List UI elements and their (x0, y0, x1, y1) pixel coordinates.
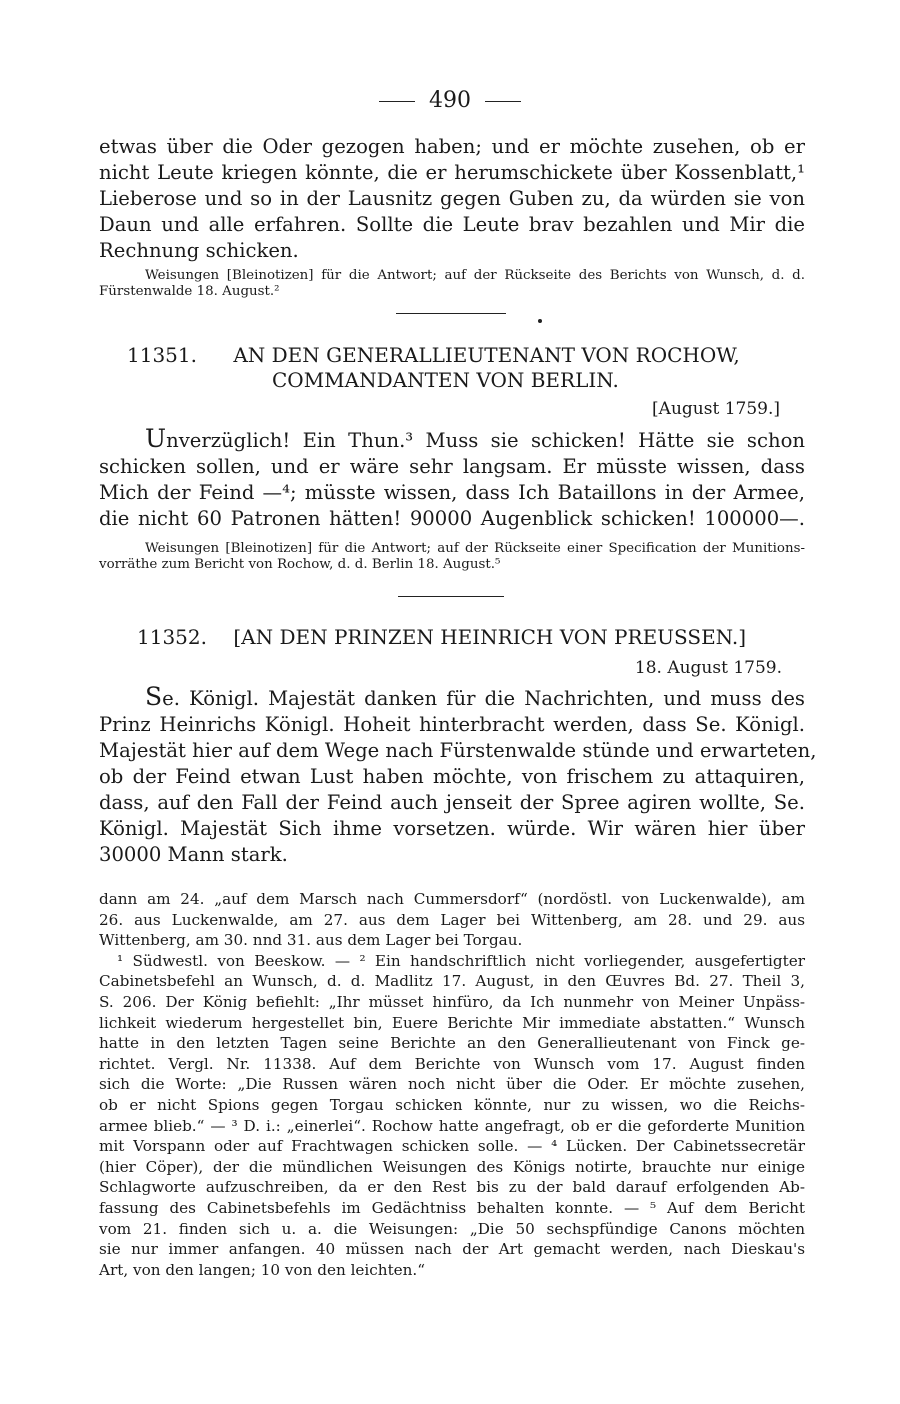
intro-line: Lieberose und so in der Lausnitz gegen Guben zu, da würden sie von (99, 187, 805, 210)
footnote-line: lichkeit wiederum hergestellet bin, Euere Berichte Mir immediate abstatten.“ Wunsch (99, 1013, 805, 1032)
letter-line: dass, auf den Fall der Feind auch jenseit der Spree agiren wollte, Se. (99, 791, 805, 814)
initial-letter: S (145, 682, 163, 711)
footnote-line: Art, von den langen; 10 von den leichten.“ (99, 1260, 426, 1279)
intro-line: nicht Leute kriegen könnte, die er herumschickete über Kossenblatt,¹ (99, 161, 805, 184)
letter-11351-heading (127, 343, 740, 367)
letter-11352-date: 18. August 1759. (634, 658, 782, 678)
footnote-line: armee blieb.“ — ³ D. i.: „einerlei“. Rochow hatte angefragt, ob er die geforderte Munition (99, 1116, 805, 1135)
footnote-line: mit Vorspann oder auf Frachtwagen schicken solle. — ⁴ Lücken. Der Cabinetssecretär (99, 1137, 805, 1156)
note-line: vorräthe zum Bericht von Rochow, d. d. Berlin 18. August.⁵ (99, 557, 501, 572)
letter-11351-source-note (99, 541, 805, 573)
footnote-line: vom 21. finden sich u. a. die Weisungen: „Die 50 sechspfündige Canons möchten (99, 1219, 805, 1238)
letter-line-text: e. Königl. Majestät danken für die Nachrichten, und muss des (162, 687, 805, 710)
letter-addressee: AN DEN GENERALLIEUTENANT VON ROCHOW, (233, 343, 740, 367)
footnote-line: Schlagworte aufzuschreiben, da er den Rest bis zu der bald darauf erfolgenden Ab- (99, 1178, 805, 1197)
note-line: Fürstenwalde 18. August.² (99, 284, 280, 299)
intro-line: Rechnung schicken. (99, 239, 299, 262)
section-divider (396, 313, 506, 314)
footnote-line: sie nur immer anfangen. 40 müssen nach der Art gemacht werden, nach Dieskau's (99, 1240, 805, 1259)
letter-number: 11352. (137, 625, 207, 649)
footnote-line: S. 206. Der König befiehlt: „Ihr müsset hinfüro, da Ich nunmehr von Meiner Unpäss- (99, 992, 805, 1011)
page-number-line (0, 88, 900, 114)
letter-line: die nicht 60 Patronen hätten! 90000 Augenblick schicken! 100000—. (99, 507, 805, 530)
page-number-dash-left (379, 101, 415, 102)
footnote-line: 26. aus Luckenwalde, am 27. aus dem Lager bei Wittenberg, am 28. und 29. aus (99, 910, 805, 929)
page-number: 490 (429, 88, 471, 113)
intro-paragraph (99, 134, 805, 264)
initial-letter: U (145, 424, 167, 453)
footnote-line: ¹ Südwestl. von Beeskow. — ² Ein handschriftlich nicht vorliegender, ausgefertigter (117, 951, 805, 970)
letter-line: 30000 Mann stark. (99, 843, 288, 866)
footnotes (99, 889, 805, 1280)
letter-line: Königl. Majestät Sich ihme vorsetzen. würde. Wir wären hier über (99, 817, 805, 840)
footnote-line: Cabinetsbefehl an Wunsch, d. d. Madlitz 17. August, in den Œuvres Bd. 27. Theil 3, (99, 972, 805, 991)
footnote-line: richtet. Vergl. Nr. 11338. Auf dem Berichte von Wunsch vom 17. August finden (99, 1054, 805, 1073)
intro-line: Daun und alle erfahren. Sollte die Leute brav bezahlen und Mir die (99, 213, 805, 236)
note-line: Weisungen [Bleinotizen] für die Antwort; auf der Rückseite des Berichts von Wunsch, d. d. (145, 268, 805, 283)
intro-line: etwas über die Oder gezogen haben; und er möchte zusehen, ob er (99, 135, 805, 158)
footnote-line: hatte in den letzten Tagen seine Berichte an den Generallieutenant von Finck ge- (99, 1034, 805, 1053)
footnote-line: (hier Cöper), der die mündlichen Weisungen des Königs notirte, brauchte nur einige (99, 1157, 805, 1176)
footnote-line: ob er nicht Spions gegen Torgau schicken könnte, nur zu wissen, wo die Reichs- (99, 1095, 805, 1114)
letter-line: Majestät hier auf dem Wege nach Fürstenwalde stünde und erwarteten, (99, 739, 817, 762)
letter-line: schicken sollen, und er wäre sehr langsam. Er müsste wissen, dass (99, 455, 805, 478)
letter-line-text: nverzüglich! Ein Thun.³ Muss sie schicken! Hätte sie schon (166, 429, 805, 452)
footnote-line: dann am 24. „auf dem Marsch nach Cummersdorf“ (nordöstl. von Luckenwalde), am (99, 890, 805, 908)
footnote-line: Wittenberg, am 30. nnd 31. aus dem Lager bei Torgau. (99, 931, 523, 950)
letter-number: 11351. (127, 343, 197, 367)
letter-line (99, 684, 805, 712)
letter-line: Prinz Heinrichs Königl. Hoheit hinterbracht werden, dass Se. Königl. (99, 713, 805, 736)
letter-11351-date: [August 1759.] (652, 399, 780, 419)
letter-addressee: [AN DEN PRINZEN HEINRICH VON PREUSSEN.] (233, 625, 747, 649)
letter-line: ob der Feind etwan Lust haben möchte, von frischem zu attaquiren, (99, 765, 805, 788)
letter-11352-heading (137, 625, 746, 649)
intro-source-note (99, 268, 805, 300)
letter-11351-text (99, 426, 805, 532)
footnote-line: sich die Worte: „Die Russen wären noch nicht über die Oder. Er möchte zusehen, (99, 1075, 805, 1094)
page-number-dash-right (485, 101, 521, 102)
section-divider (398, 596, 504, 597)
letter-line (99, 426, 805, 454)
ink-dot (538, 319, 542, 323)
letter-11351-heading-line2: COMMANDANTEN VON BERLIN. (272, 368, 619, 392)
letter-11352-text (99, 682, 817, 868)
note-line: Weisungen [Bleinotizen] für die Antwort; auf der Rückseite einer Specification der Munitions- (145, 541, 805, 556)
footnote-line: fassung des Cabinetsbefehls im Gedächtniss behalten konnte. — ⁵ Auf dem Bericht (99, 1198, 805, 1217)
letter-line: Mich der Feind —⁴; müsste wissen, dass Ich Bataillons in der Armee, (99, 481, 805, 504)
